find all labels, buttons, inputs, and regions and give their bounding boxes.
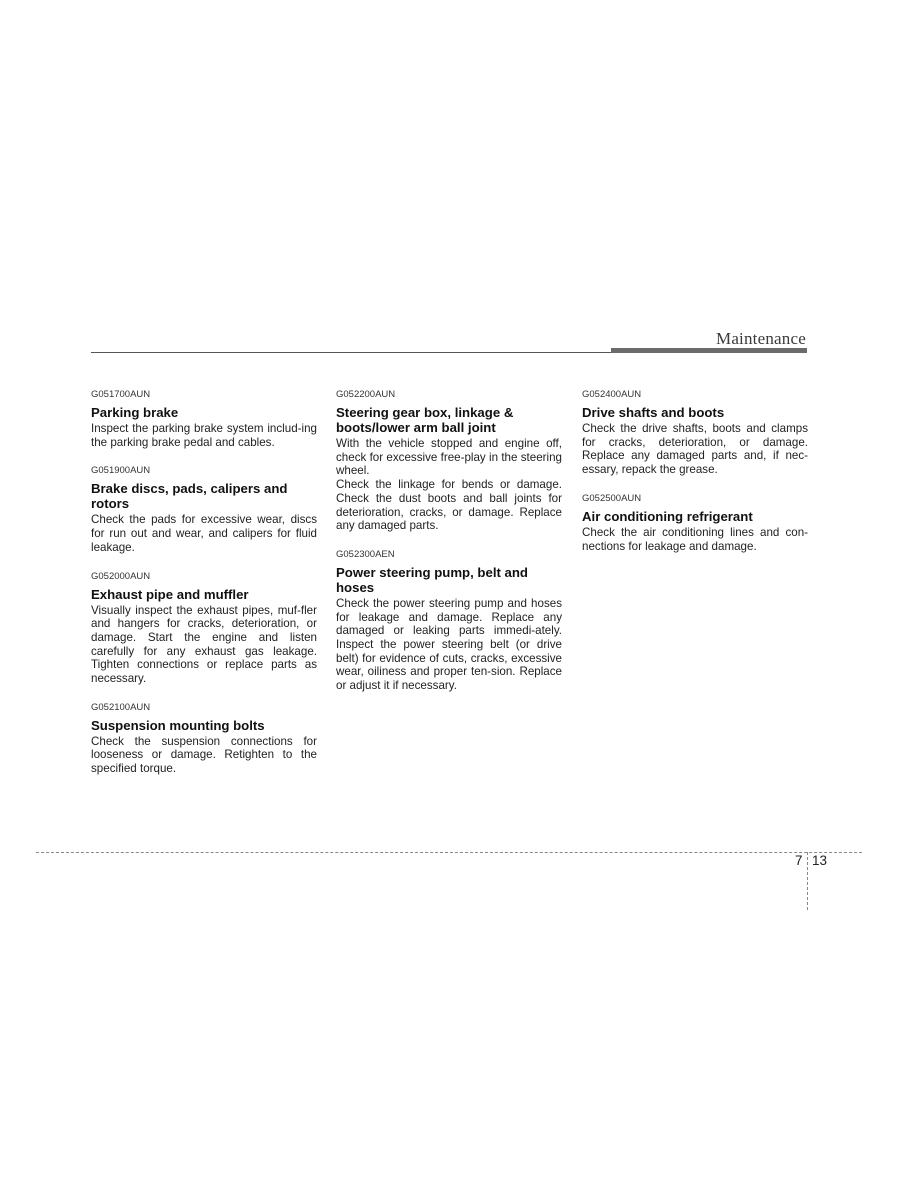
section-body: Inspect the parking brake system includ-ing the parking brake pedal and cables. — [91, 422, 317, 449]
section-suspension-bolts — [91, 702, 317, 776]
section-power-steering — [336, 549, 562, 693]
section-code: G052400AUN — [582, 389, 642, 400]
section-code: G052500AUN — [582, 492, 642, 504]
section-body: Check the air conditioning lines and con-nections for leakage and damage. — [582, 525, 808, 553]
section-body: With the vehicle stopped and engine off, check for excessive free-play in the steering wheel. — [336, 437, 562, 478]
section-parking-brake — [91, 389, 317, 449]
section-body: Check the linkage for bends or damage. Check the dust boots and ball joints for deterioration, cracks, or damage. Replace any damaged parts. — [336, 478, 562, 533]
section-heading: Power steering pump, belt and hoses — [336, 564, 528, 595]
column-2 — [336, 389, 562, 709]
section-code: G052100AUN — [91, 701, 151, 713]
section-body: Visually inspect the exhaust pipes, muf-fler and hangers for cracks, deterioration, or damage. Start the engine and listen carefully for any exhaust gas leakage. Tighten connections or replace parts as necessary. — [91, 603, 317, 686]
header-accent-bar — [611, 348, 807, 353]
section-body: Check the pads for excessive wear, discs for run out and wear, and calipers for fluid leakage. — [91, 513, 317, 554]
section-body: Check the power steering pump and hoses for leakage and damage. Replace any damaged or leaking parts immedi-ately. Inspect the power steering belt (or drive belt) for evidence of cuts, cracks, excessive wear, oiliness and proper ten-sion. Replace or adjust it if necessary. — [336, 596, 562, 693]
section-heading: Parking brake — [91, 405, 179, 420]
section-code: G052200AUN — [336, 389, 396, 400]
header-divider — [91, 352, 611, 353]
section-heading: Air conditioning refrigerant — [582, 508, 753, 524]
section-heading: Suspension mounting bolts — [91, 717, 265, 733]
footer-divider — [36, 852, 862, 853]
section-exhaust-pipe — [91, 571, 317, 686]
footer-vertical-divider — [807, 852, 808, 910]
page-number: 13 — [812, 853, 828, 868]
chapter-number: 7 — [795, 853, 803, 868]
section-code: G051900AUN — [91, 465, 151, 477]
section-heading: Exhaust pipe and muffler — [91, 586, 249, 602]
section-body: Check the drive shafts, boots and clamps for cracks, deterioration, or damage. Replace any damaged parts and, if nec-essary, repack the grease. — [582, 422, 808, 477]
section-code: G052300AEN — [336, 548, 395, 560]
column-3 — [582, 389, 808, 569]
column-1 — [91, 389, 317, 792]
page-header-title: Maintenance — [716, 329, 806, 348]
section-heading: Steering gear box, linkage & boots/lower arm ball joint — [336, 405, 514, 435]
section-air-conditioning — [582, 493, 808, 553]
section-heading: Drive shafts and boots — [582, 405, 725, 420]
section-code: G052000AUN — [91, 570, 151, 582]
section-code: G051700AUN — [91, 389, 151, 400]
section-drive-shafts — [582, 389, 808, 477]
section-steering-gear — [336, 389, 562, 533]
section-heading: Brake discs, pads, calipers and rotors — [91, 481, 288, 512]
section-body: Check the suspension connections for looseness or damage. Retighten to the specified torque. — [91, 734, 317, 776]
section-brake-discs — [91, 465, 317, 554]
